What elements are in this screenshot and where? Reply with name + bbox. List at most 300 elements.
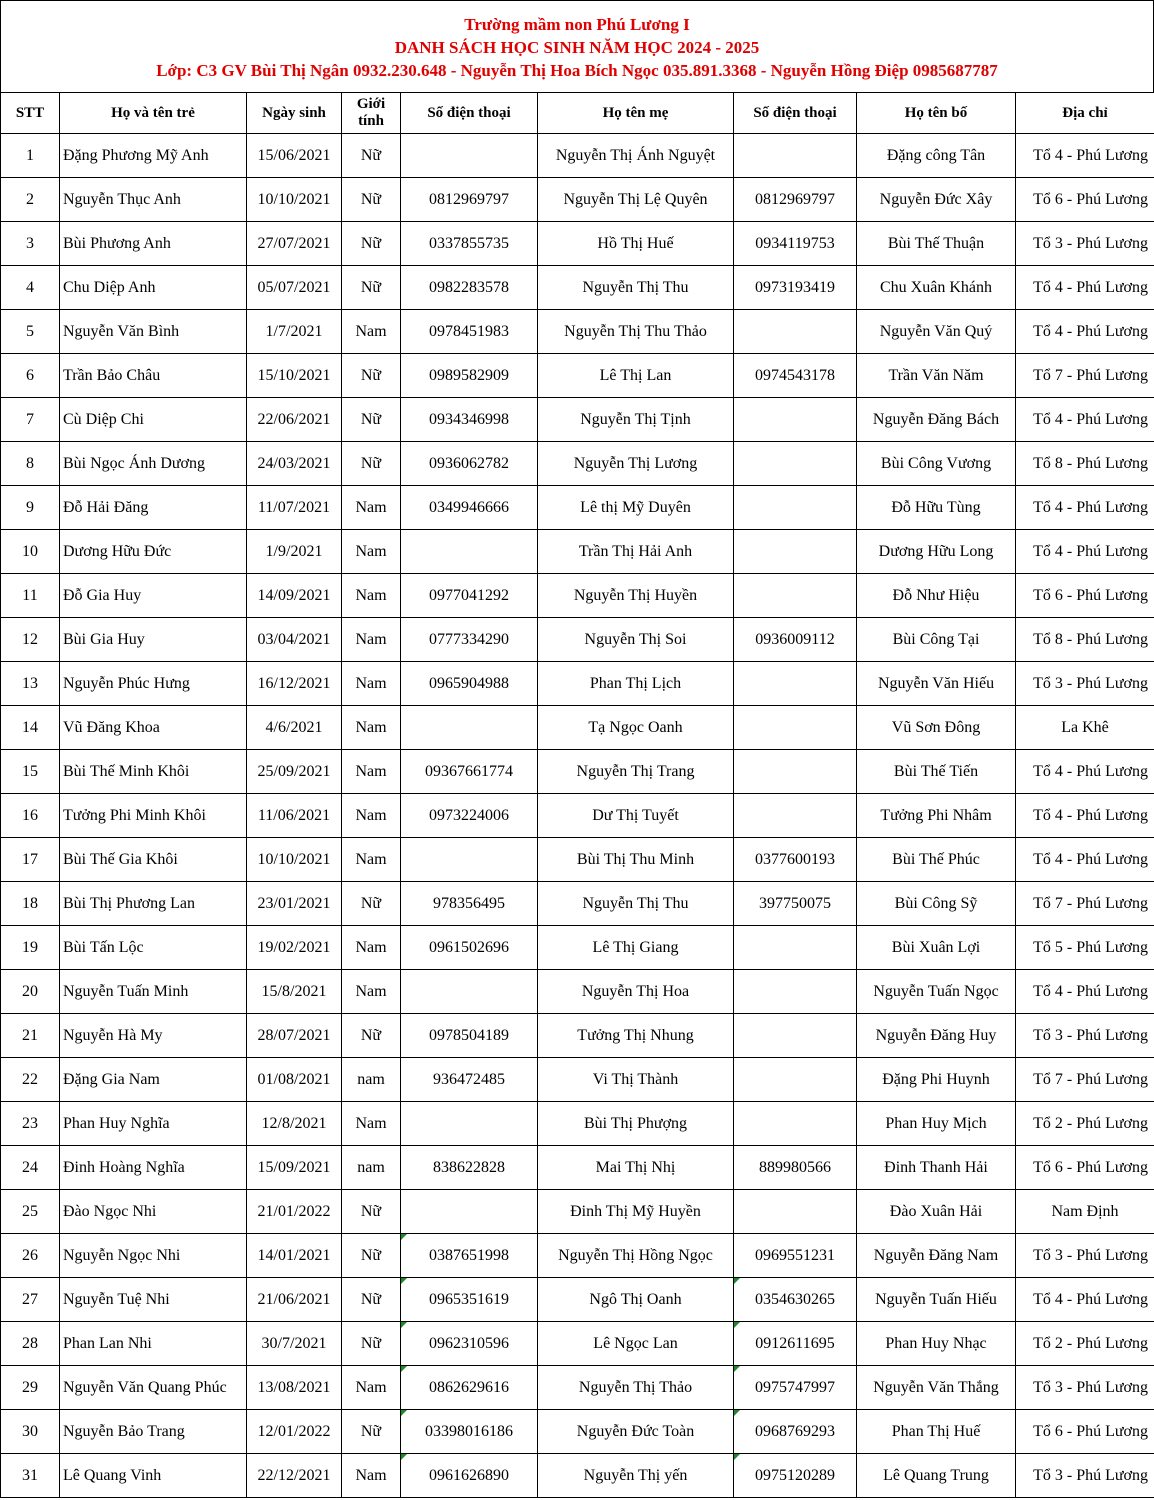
cell-stt[interactable]: 23 [1, 1102, 60, 1146]
cell-child-name[interactable]: Phan Lan Nhi [60, 1322, 247, 1366]
cell-stt[interactable]: 16 [1, 794, 60, 838]
cell-child-name[interactable]: Nguyễn Văn Bình [60, 310, 247, 354]
cell-address[interactable]: Nam Định [1016, 1190, 1154, 1234]
cell-gender[interactable]: Nữ [342, 222, 401, 266]
cell-address[interactable]: Tổ 4 - Phú Lương [1016, 1278, 1154, 1322]
cell-address[interactable]: Tổ 6 - Phú Lương [1016, 1146, 1154, 1190]
cell-child-name[interactable]: Vũ Đăng Khoa [60, 706, 247, 750]
cell-mother[interactable]: Nguyễn Thị Thu [538, 882, 734, 926]
cell-address[interactable]: Tổ 4 - Phú Lương [1016, 838, 1154, 882]
cell-address[interactable]: Tổ 4 - Phú Lương [1016, 486, 1154, 530]
cell-dob[interactable]: 11/07/2021 [247, 486, 342, 530]
table-row [1, 794, 1154, 838]
cell-phone2[interactable]: 889980566 [734, 1146, 857, 1190]
cell-child-name[interactable]: Nguyễn Thục Anh [60, 178, 247, 222]
header-father[interactable]: Họ tên bố [857, 93, 1016, 134]
cell-gender[interactable]: Nữ [342, 266, 401, 310]
cell-address[interactable]: Tổ 5 - Phú Lương [1016, 926, 1154, 970]
cell-dob[interactable]: 12/8/2021 [247, 1102, 342, 1146]
cell-father[interactable]: Bùi Thế Thuận [857, 222, 1016, 266]
cell-stt[interactable]: 4 [1, 266, 60, 310]
cell-phone1[interactable]: 0962310596 [401, 1322, 538, 1366]
cell-father[interactable]: Trần Văn Năm [857, 354, 1016, 398]
cell-child-name[interactable]: Bùi Ngọc Ánh Dương [60, 442, 247, 486]
cell-phone2[interactable] [734, 442, 857, 486]
cell-mother[interactable]: Ngô Thị Oanh [538, 1278, 734, 1322]
cell-mother[interactable]: Nguyễn Thị Lương [538, 442, 734, 486]
cell-dob[interactable]: 4/6/2021 [247, 706, 342, 750]
cell-mother[interactable]: Lê thị Mỹ Duyên [538, 486, 734, 530]
cell-dob[interactable]: 23/01/2021 [247, 882, 342, 926]
cell-gender[interactable]: Nam [342, 838, 401, 882]
cell-gender[interactable]: Nam [342, 1102, 401, 1146]
cell-phone2[interactable] [734, 574, 857, 618]
cell-phone1[interactable] [401, 1190, 538, 1234]
cell-phone1[interactable]: 09367661774 [401, 750, 538, 794]
cell-dob[interactable]: 03/04/2021 [247, 618, 342, 662]
cell-phone2[interactable]: 0975120289 [734, 1454, 857, 1498]
cell-gender[interactable]: Nữ [342, 1190, 401, 1234]
cell-stt[interactable]: 31 [1, 1454, 60, 1498]
cell-mother[interactable]: Lê Thị Giang [538, 926, 734, 970]
cell-address[interactable]: Tổ 4 - Phú Lương [1016, 970, 1154, 1014]
cell-father[interactable]: Bùi Công Vương [857, 442, 1016, 486]
cell-phone2[interactable] [734, 1190, 857, 1234]
cell-phone2[interactable] [734, 926, 857, 970]
cell-stt[interactable]: 29 [1, 1366, 60, 1410]
cell-child-name[interactable]: Bùi Gia Huy [60, 618, 247, 662]
cell-address[interactable]: Tổ 4 - Phú Lương [1016, 398, 1154, 442]
cell-address[interactable]: Tổ 3 - Phú Lương [1016, 1454, 1154, 1498]
table-row [1, 1366, 1154, 1410]
cell-address[interactable]: Tổ 4 - Phú Lương [1016, 794, 1154, 838]
cell-child-name[interactable]: Nguyễn Ngọc Nhi [60, 1234, 247, 1278]
cell-address[interactable]: Tổ 3 - Phú Lương [1016, 662, 1154, 706]
cell-stt[interactable]: 20 [1, 970, 60, 1014]
cell-stt[interactable]: 24 [1, 1146, 60, 1190]
cell-mother[interactable]: Nguyễn Thị Thu [538, 266, 734, 310]
cell-phone1[interactable] [401, 1102, 538, 1146]
cell-phone1[interactable]: 0973224006 [401, 794, 538, 838]
cell-dob[interactable]: 21/01/2022 [247, 1190, 342, 1234]
header-address[interactable]: Địa chỉ [1016, 93, 1154, 134]
cell-mother[interactable]: Dư Thị Tuyết [538, 794, 734, 838]
cell-stt[interactable]: 21 [1, 1014, 60, 1058]
cell-gender[interactable]: Nữ [342, 398, 401, 442]
cell-stt[interactable]: 17 [1, 838, 60, 882]
cell-child-name[interactable]: Chu Diệp Anh [60, 266, 247, 310]
cell-gender[interactable]: Nữ [342, 882, 401, 926]
cell-gender[interactable]: Nam [342, 926, 401, 970]
cell-address[interactable]: Tổ 3 - Phú Lương [1016, 1234, 1154, 1278]
cell-stt[interactable]: 9 [1, 486, 60, 530]
cell-phone1[interactable]: 0965351619 [401, 1278, 538, 1322]
cell-phone2[interactable] [734, 970, 857, 1014]
cell-father[interactable]: Chu Xuân Khánh [857, 266, 1016, 310]
cell-phone1[interactable]: 03398016186 [401, 1410, 538, 1454]
cell-phone2[interactable]: 0912611695 [734, 1322, 857, 1366]
cell-child-name[interactable]: Bùi Thế Minh Khôi [60, 750, 247, 794]
student-table [0, 92, 1154, 1498]
cell-father[interactable]: Đào Xuân Hải [857, 1190, 1016, 1234]
cell-stt[interactable]: 5 [1, 310, 60, 354]
cell-phone1[interactable]: 0961502696 [401, 926, 538, 970]
cell-gender[interactable]: Nữ [342, 1234, 401, 1278]
cell-father[interactable]: Bùi Công Sỹ [857, 882, 1016, 926]
cell-mother[interactable]: Bùi Thị Phượng [538, 1102, 734, 1146]
cell-dob[interactable]: 27/07/2021 [247, 222, 342, 266]
cell-phone1[interactable]: 0978451983 [401, 310, 538, 354]
cell-dob[interactable]: 1/9/2021 [247, 530, 342, 574]
cell-gender[interactable]: Nữ [342, 1278, 401, 1322]
cell-phone2[interactable] [734, 134, 857, 178]
cell-father[interactable]: Đinh Thanh Hải [857, 1146, 1016, 1190]
cell-stt[interactable]: 3 [1, 222, 60, 266]
header-child-name[interactable]: Họ và tên trẻ [60, 93, 247, 134]
cell-stt[interactable]: 8 [1, 442, 60, 486]
cell-phone1[interactable]: 0387651998 [401, 1234, 538, 1278]
cell-phone2[interactable]: 0812969797 [734, 178, 857, 222]
cell-gender[interactable]: Nam [342, 706, 401, 750]
cell-phone1[interactable]: 0777334290 [401, 618, 538, 662]
cell-address[interactable]: Tổ 4 - Phú Lương [1016, 750, 1154, 794]
cell-stt[interactable]: 22 [1, 1058, 60, 1102]
cell-father[interactable]: Dương Hữu Long [857, 530, 1016, 574]
cell-child-name[interactable]: Nguyễn Tuấn Minh [60, 970, 247, 1014]
cell-child-name[interactable]: Phan Huy Nghĩa [60, 1102, 247, 1146]
cell-phone1[interactable]: 0977041292 [401, 574, 538, 618]
cell-child-name[interactable]: Đinh Hoàng Nghĩa [60, 1146, 247, 1190]
cell-father[interactable]: Đặng công Tân [857, 134, 1016, 178]
cell-dob[interactable]: 28/07/2021 [247, 1014, 342, 1058]
cell-gender[interactable]: Nam [342, 750, 401, 794]
table-row [1, 706, 1154, 750]
cell-dob[interactable]: 10/10/2021 [247, 838, 342, 882]
cell-gender[interactable]: Nam [342, 310, 401, 354]
cell-father[interactable]: Nguyễn Đăng Huy [857, 1014, 1016, 1058]
cell-phone1[interactable] [401, 530, 538, 574]
cell-stt[interactable]: 7 [1, 398, 60, 442]
cell-mother[interactable]: Nguyễn Thị Thảo [538, 1366, 734, 1410]
table-row [1, 222, 1154, 266]
cell-address[interactable]: Tổ 2 - Phú Lương [1016, 1322, 1154, 1366]
cell-mother[interactable]: Nguyễn Thị Huyền [538, 574, 734, 618]
cell-child-name[interactable]: Nguyễn Bảo Trang [60, 1410, 247, 1454]
cell-phone1[interactable]: 0337855735 [401, 222, 538, 266]
cell-phone1[interactable]: 0989582909 [401, 354, 538, 398]
cell-address[interactable]: Tổ 7 - Phú Lương [1016, 882, 1154, 926]
cell-phone1[interactable]: 0936062782 [401, 442, 538, 486]
cell-stt[interactable]: 2 [1, 178, 60, 222]
cell-gender[interactable]: Nam [342, 486, 401, 530]
cell-phone2[interactable] [734, 398, 857, 442]
cell-mother[interactable]: Nguyễn Thị Hồng Ngọc [538, 1234, 734, 1278]
cell-gender[interactable]: nam [342, 1058, 401, 1102]
cell-mother[interactable]: Hồ Thị Huế [538, 222, 734, 266]
cell-address[interactable]: Tổ 8 - Phú Lương [1016, 442, 1154, 486]
table-row [1, 1058, 1154, 1102]
cell-child-name[interactable]: Đỗ Gia Huy [60, 574, 247, 618]
cell-child-name[interactable]: Bùi Tấn Lộc [60, 926, 247, 970]
cell-phone1[interactable]: 0349946666 [401, 486, 538, 530]
cell-stt[interactable]: 14 [1, 706, 60, 750]
cell-phone2[interactable]: 0974543178 [734, 354, 857, 398]
cell-phone2[interactable] [734, 750, 857, 794]
cell-mother[interactable]: Trần Thị Hải Anh [538, 530, 734, 574]
cell-mother[interactable]: Nguyễn Thị Hoa [538, 970, 734, 1014]
cell-address[interactable]: Tổ 6 - Phú Lương [1016, 1410, 1154, 1454]
cell-dob[interactable]: 30/7/2021 [247, 1322, 342, 1366]
cell-phone2[interactable] [734, 794, 857, 838]
header-dob[interactable]: Ngày sinh [247, 93, 342, 134]
cell-father[interactable]: Bùi Thế Phúc [857, 838, 1016, 882]
cell-child-name[interactable]: Dương Hữu Đức [60, 530, 247, 574]
cell-stt[interactable]: 1 [1, 134, 60, 178]
cell-dob[interactable]: 14/01/2021 [247, 1234, 342, 1278]
cell-dob[interactable]: 15/09/2021 [247, 1146, 342, 1190]
cell-address[interactable]: Tổ 6 - Phú Lương [1016, 178, 1154, 222]
cell-address[interactable]: Tổ 7 - Phú Lương [1016, 1058, 1154, 1102]
cell-phone1[interactable]: 0961626890 [401, 1454, 538, 1498]
cell-mother[interactable]: Phan Thị Lịch [538, 662, 734, 706]
cell-phone1[interactable]: 936472485 [401, 1058, 538, 1102]
cell-phone2[interactable]: 0377600193 [734, 838, 857, 882]
cell-father[interactable]: Đặng Phi Huynh [857, 1058, 1016, 1102]
cell-phone2[interactable] [734, 530, 857, 574]
cell-gender[interactable]: Nữ [342, 1322, 401, 1366]
cell-child-name[interactable]: Tưởng Phi Minh Khôi [60, 794, 247, 838]
cell-phone2[interactable]: 397750075 [734, 882, 857, 926]
cell-child-name[interactable]: Nguyễn Hà My [60, 1014, 247, 1058]
cell-phone2[interactable]: 0975747997 [734, 1366, 857, 1410]
cell-address[interactable]: Tổ 4 - Phú Lương [1016, 530, 1154, 574]
cell-stt[interactable]: 6 [1, 354, 60, 398]
cell-child-name[interactable]: Đặng Phương Mỹ Anh [60, 134, 247, 178]
cell-child-name[interactable]: Bùi Thế Gia Khôi [60, 838, 247, 882]
cell-child-name[interactable]: Nguyễn Văn Quang Phúc [60, 1366, 247, 1410]
cell-child-name[interactable]: Đỗ Hải Đăng [60, 486, 247, 530]
cell-dob[interactable]: 21/06/2021 [247, 1278, 342, 1322]
cell-dob[interactable]: 13/08/2021 [247, 1366, 342, 1410]
cell-gender[interactable]: Nữ [342, 178, 401, 222]
cell-phone1[interactable] [401, 134, 538, 178]
cell-mother[interactable]: Lê Thị Lan [538, 354, 734, 398]
cell-gender[interactable]: Nam [342, 1366, 401, 1410]
cell-mother[interactable]: Nguyễn Thị Thu Thảo [538, 310, 734, 354]
cell-stt[interactable]: 18 [1, 882, 60, 926]
cell-dob[interactable]: 11/06/2021 [247, 794, 342, 838]
cell-phone2[interactable] [734, 1058, 857, 1102]
document-header [0, 0, 1154, 92]
cell-phone2[interactable] [734, 706, 857, 750]
cell-dob[interactable]: 05/07/2021 [247, 266, 342, 310]
cell-dob[interactable]: 10/10/2021 [247, 178, 342, 222]
cell-child-name[interactable]: Nguyễn Tuệ Nhi [60, 1278, 247, 1322]
cell-stt[interactable]: 25 [1, 1190, 60, 1234]
cell-phone1[interactable]: 0812969797 [401, 178, 538, 222]
cell-father[interactable]: Phan Thị Huế [857, 1410, 1016, 1454]
cell-dob[interactable]: 15/10/2021 [247, 354, 342, 398]
cell-father[interactable]: Tưởng Phi Nhâm [857, 794, 1016, 838]
cell-child-name[interactable]: Nguyễn Phúc Hưng [60, 662, 247, 706]
cell-mother[interactable]: Nguyễn Thị Trang [538, 750, 734, 794]
cell-address[interactable]: Tổ 3 - Phú Lương [1016, 222, 1154, 266]
cell-gender[interactable]: Nữ [342, 1014, 401, 1058]
cell-phone1[interactable]: 0934346998 [401, 398, 538, 442]
cell-mother[interactable]: Bùi Thị Thu Minh [538, 838, 734, 882]
cell-gender[interactable]: Nam [342, 1454, 401, 1498]
cell-phone1[interactable] [401, 706, 538, 750]
cell-child-name[interactable]: Đào Ngọc Nhi [60, 1190, 247, 1234]
cell-father[interactable]: Bùi Thế Tiến [857, 750, 1016, 794]
cell-gender[interactable]: Nam [342, 970, 401, 1014]
cell-dob[interactable]: 19/02/2021 [247, 926, 342, 970]
cell-phone1[interactable]: 0978504189 [401, 1014, 538, 1058]
cell-phone1[interactable]: 0862629616 [401, 1366, 538, 1410]
cell-child-name[interactable]: Bùi Phương Anh [60, 222, 247, 266]
cell-mother[interactable]: Vi Thị Thành [538, 1058, 734, 1102]
cell-father[interactable]: Lê Quang Trung [857, 1454, 1016, 1498]
cell-phone1[interactable]: 838622828 [401, 1146, 538, 1190]
header-mother[interactable]: Họ tên mẹ [538, 93, 734, 134]
header-phone2[interactable]: Số điện thoại [734, 93, 857, 134]
cell-phone2[interactable]: 0354630265 [734, 1278, 857, 1322]
cell-dob[interactable]: 25/09/2021 [247, 750, 342, 794]
cell-father[interactable]: Nguyễn Đăng Bách [857, 398, 1016, 442]
cell-gender[interactable]: Nữ [342, 134, 401, 178]
cell-dob[interactable]: 15/8/2021 [247, 970, 342, 1014]
cell-phone1[interactable]: 978356495 [401, 882, 538, 926]
cell-phone2[interactable]: 0969551231 [734, 1234, 857, 1278]
cell-father[interactable]: Nguyễn Văn Hiếu [857, 662, 1016, 706]
cell-mother[interactable]: Nguyễn Thị Soi [538, 618, 734, 662]
cell-father[interactable]: Bùi Xuân Lợi [857, 926, 1016, 970]
cell-father[interactable]: Phan Huy Nhạc [857, 1322, 1016, 1366]
cell-stt[interactable]: 28 [1, 1322, 60, 1366]
cell-gender[interactable]: Nữ [342, 1410, 401, 1454]
cell-mother[interactable]: Tạ Ngọc Oanh [538, 706, 734, 750]
cell-father[interactable]: Nguyễn Tuấn Ngọc [857, 970, 1016, 1014]
cell-phone2[interactable]: 0936009112 [734, 618, 857, 662]
cell-dob[interactable]: 01/08/2021 [247, 1058, 342, 1102]
cell-father[interactable]: Nguyễn Đức Xây [857, 178, 1016, 222]
cell-phone2[interactable]: 0973193419 [734, 266, 857, 310]
cell-stt[interactable]: 10 [1, 530, 60, 574]
header-stt[interactable]: STT [1, 93, 60, 134]
cell-mother[interactable]: Đinh Thị Mỹ Huyền [538, 1190, 734, 1234]
cell-phone1[interactable] [401, 970, 538, 1014]
cell-mother[interactable]: Nguyễn Đức Toàn [538, 1410, 734, 1454]
cell-stt[interactable]: 15 [1, 750, 60, 794]
cell-dob[interactable]: 16/12/2021 [247, 662, 342, 706]
cell-address[interactable]: La Khê [1016, 706, 1154, 750]
cell-address[interactable]: Tổ 4 - Phú Lương [1016, 134, 1154, 178]
header-gender[interactable]: Giới tính [342, 93, 401, 134]
cell-dob[interactable]: 14/09/2021 [247, 574, 342, 618]
cell-dob[interactable]: 24/03/2021 [247, 442, 342, 486]
cell-phone2[interactable] [734, 662, 857, 706]
cell-gender[interactable]: nam [342, 1146, 401, 1190]
cell-father[interactable]: Bùi Công Tại [857, 618, 1016, 662]
cell-dob[interactable]: 15/06/2021 [247, 134, 342, 178]
cell-stt[interactable]: 12 [1, 618, 60, 662]
cell-address[interactable]: Tổ 2 - Phú Lương [1016, 1102, 1154, 1146]
cell-child-name[interactable]: Cù Diệp Chi [60, 398, 247, 442]
cell-child-name[interactable]: Trần Bảo Châu [60, 354, 247, 398]
cell-phone2[interactable]: 0934119753 [734, 222, 857, 266]
cell-phone2[interactable]: 0968769293 [734, 1410, 857, 1454]
cell-gender[interactable]: Nam [342, 618, 401, 662]
cell-gender[interactable]: Nữ [342, 354, 401, 398]
cell-address[interactable]: Tổ 4 - Phú Lương [1016, 310, 1154, 354]
cell-address[interactable]: Tổ 3 - Phú Lương [1016, 1366, 1154, 1410]
cell-address[interactable]: Tổ 3 - Phú Lương [1016, 1014, 1154, 1058]
cell-stt[interactable]: 13 [1, 662, 60, 706]
cell-child-name[interactable]: Lê Quang Vinh [60, 1454, 247, 1498]
table-row [1, 574, 1154, 618]
cell-phone2[interactable] [734, 486, 857, 530]
cell-child-name[interactable]: Bùi Thị Phương Lan [60, 882, 247, 926]
cell-dob[interactable]: 22/12/2021 [247, 1454, 342, 1498]
cell-gender[interactable]: Nam [342, 794, 401, 838]
cell-father[interactable]: Đỗ Hữu Tùng [857, 486, 1016, 530]
cell-mother[interactable]: Mai Thị Nhị [538, 1146, 734, 1190]
cell-mother[interactable]: Nguyễn Thị Tịnh [538, 398, 734, 442]
cell-stt[interactable]: 30 [1, 1410, 60, 1454]
cell-phone1[interactable]: 0982283578 [401, 266, 538, 310]
cell-address[interactable]: Tổ 8 - Phú Lương [1016, 618, 1154, 662]
cell-gender[interactable]: Nữ [342, 442, 401, 486]
cell-address[interactable]: Tổ 7 - Phú Lương [1016, 354, 1154, 398]
cell-mother[interactable]: Nguyễn Thị Lệ Quyên [538, 178, 734, 222]
cell-phone2[interactable] [734, 1014, 857, 1058]
cell-dob[interactable]: 1/7/2021 [247, 310, 342, 354]
cell-gender[interactable]: Nam [342, 530, 401, 574]
table-header-row [1, 93, 1154, 134]
cell-stt[interactable]: 26 [1, 1234, 60, 1278]
cell-stt[interactable]: 27 [1, 1278, 60, 1322]
table-body [1, 134, 1154, 1498]
cell-address[interactable]: Tổ 4 - Phú Lương [1016, 266, 1154, 310]
cell-phone1[interactable] [401, 838, 538, 882]
cell-stt[interactable]: 19 [1, 926, 60, 970]
cell-phone2[interactable] [734, 1102, 857, 1146]
cell-mother[interactable]: Nguyễn Thị Ánh Nguyệt [538, 134, 734, 178]
cell-stt[interactable]: 11 [1, 574, 60, 618]
cell-father[interactable]: Nguyễn Tuấn Hiếu [857, 1278, 1016, 1322]
cell-address[interactable]: Tổ 6 - Phú Lương [1016, 574, 1154, 618]
cell-mother[interactable]: Lê Ngọc Lan [538, 1322, 734, 1366]
cell-phone1[interactable]: 0965904988 [401, 662, 538, 706]
cell-gender[interactable]: Nam [342, 662, 401, 706]
cell-father[interactable]: Đỗ Như Hiệu [857, 574, 1016, 618]
cell-gender[interactable]: Nam [342, 574, 401, 618]
cell-dob[interactable]: 22/06/2021 [247, 398, 342, 442]
cell-child-name[interactable]: Đặng Gia Nam [60, 1058, 247, 1102]
cell-father[interactable]: Nguyễn Văn Quý [857, 310, 1016, 354]
cell-father[interactable]: Phan Huy Mịch [857, 1102, 1016, 1146]
cell-phone2[interactable] [734, 310, 857, 354]
table-row [1, 882, 1154, 926]
cell-mother[interactable]: Tưởng Thị Nhung [538, 1014, 734, 1058]
table-row [1, 486, 1154, 530]
cell-father[interactable]: Nguyễn Đăng Nam [857, 1234, 1016, 1278]
header-phone1[interactable]: Số điện thoại [401, 93, 538, 134]
cell-father[interactable]: Vũ Sơn Đông [857, 706, 1016, 750]
cell-dob[interactable]: 12/01/2022 [247, 1410, 342, 1454]
cell-mother[interactable]: Nguyễn Thị yến [538, 1454, 734, 1498]
cell-father[interactable]: Nguyễn Văn Thắng [857, 1366, 1016, 1410]
